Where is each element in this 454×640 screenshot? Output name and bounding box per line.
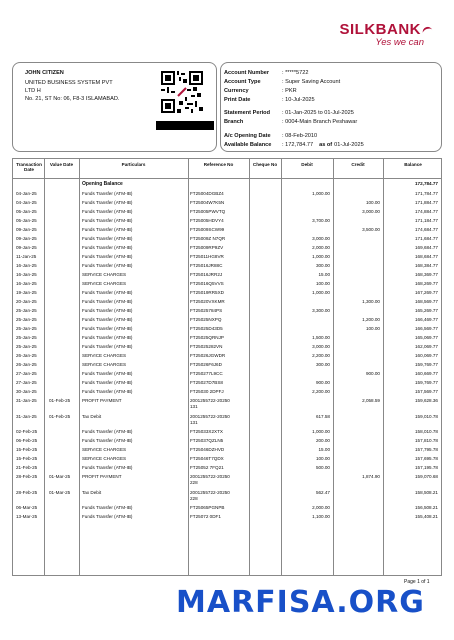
- debit-cell: 2,000.00: [312, 505, 330, 510]
- debit-cell: 3,700.00: [312, 218, 330, 223]
- transaction-date-cell: 02-Feb-25: [16, 429, 38, 434]
- balance-cell: 157,795.78: [415, 447, 438, 452]
- particulars-cell: PROFIT PAYMENT: [82, 474, 122, 479]
- particulars-cell: Funds Transfer (ATM-IB): [82, 326, 133, 331]
- reference-cell: FT25027D7BS8: [190, 380, 223, 385]
- logo-swoosh-icon: [421, 26, 432, 35]
- reference-cell-continued: 131: [190, 404, 198, 409]
- transaction-date-cell: 26-Jan-25: [16, 353, 37, 358]
- table-row: [13, 190, 441, 199]
- balance-cell: 168,569.77: [415, 299, 438, 304]
- balance-cell: 159,628.36: [415, 398, 438, 403]
- debit-cell: 100.00: [315, 281, 330, 286]
- transaction-date-cell: 05-Jan-25: [16, 209, 37, 214]
- transaction-date-cell: 20-Jan-25: [16, 299, 37, 304]
- credit-cell: 1,200.00: [362, 317, 380, 322]
- particulars-cell: Funds Transfer (ATM-IB): [82, 191, 133, 196]
- table-row: [13, 437, 441, 446]
- transaction-date-cell: 09-Jan-25: [16, 245, 37, 250]
- customer-address-line: LTD H: [25, 88, 41, 94]
- reference-cell: FT25046T7QDX: [190, 456, 224, 461]
- reference-cell: FT25030 2DPFJ: [190, 389, 224, 394]
- balance-cell: 169,684.77: [415, 245, 438, 250]
- particulars-cell: Funds Transfer (ATM-IB): [82, 263, 133, 268]
- branch-row: Branch : 0004-Main Branch Peshawar: [224, 119, 358, 125]
- balance-cell: 159,010.78: [415, 413, 438, 419]
- table-row: [13, 370, 441, 379]
- balance-cell: 174,884.77: [415, 209, 438, 214]
- table-row: [13, 413, 441, 428]
- header-transaction-date: Transaction Date: [16, 162, 42, 173]
- table-row: [13, 262, 441, 271]
- transaction-date-cell: 27-Jan-25: [16, 380, 37, 385]
- debit-cell: 1,000.00: [312, 254, 330, 259]
- reference-cell: 2001255722-20250: [190, 489, 230, 495]
- header-debit: Debit: [301, 162, 313, 167]
- debit-cell: 1,100.00: [312, 514, 330, 519]
- table-row: [13, 455, 441, 464]
- debit-cell: 1,500.00: [312, 335, 330, 340]
- value-date-cell: 01-Feb-25: [49, 398, 71, 403]
- value-date-cell: 01-Mar-25: [49, 474, 71, 479]
- reference-cell: FT25072 0DF1: [190, 514, 221, 519]
- debit-cell: 1,000.00: [312, 191, 330, 196]
- table-row: [13, 316, 441, 325]
- particulars-cell: Funds Transfer (ATM-IB): [82, 299, 133, 304]
- transaction-date-cell: 16-Jan-25: [16, 281, 37, 286]
- debit-cell: 2,000.00: [312, 245, 330, 250]
- debit-cell: 562.47: [315, 489, 330, 495]
- reference-cell: FT25009Z N7QR: [190, 236, 226, 241]
- transaction-date-cell: 16-Jan-25: [16, 263, 37, 268]
- transaction-date-cell: 15-Feb-25: [16, 456, 38, 461]
- header-particulars: Particulars: [121, 162, 146, 167]
- transaction-date-cell: 30-Jan-25: [16, 389, 37, 394]
- reference-cell: FT25016JRR2J: [190, 272, 223, 277]
- particulars-cell: Funds Transfer (ATM-IB): [82, 317, 133, 322]
- reference-cell: FT25025784PS: [190, 308, 223, 313]
- reference-cell: FT25025D43D5: [190, 326, 223, 331]
- particulars-cell: SERVICE CHARGES: [82, 456, 127, 461]
- customer-info-box: [12, 62, 217, 152]
- balance-cell: 167,269.77: [415, 290, 438, 295]
- balance-cell: 165,269.77: [415, 308, 438, 313]
- reference-cell: FT25025NXPQ: [190, 317, 222, 322]
- print-date-row: Print Date : 10-Jul-2025: [224, 97, 315, 103]
- table-row: [13, 513, 441, 522]
- balance-cell: 157,810.78: [415, 438, 438, 443]
- opening-balance-value: 172,784.77: [415, 181, 438, 186]
- particulars-cell: SERVICE CHARGES: [82, 447, 127, 452]
- transaction-date-cell: 05-Jan-25: [16, 218, 37, 223]
- transaction-date-cell: 04-Jan-25: [16, 200, 37, 205]
- watermark: MARFISA.ORG: [176, 585, 425, 620]
- balance-cell: 168,269.77: [415, 281, 438, 286]
- bank-logo: [302, 22, 432, 48]
- credit-cell: 3,000.00: [362, 209, 380, 214]
- table-row: [13, 199, 441, 208]
- debit-cell: 617.58: [315, 413, 330, 419]
- particulars-cell: Funds Transfer (ATM-IB): [82, 344, 133, 349]
- debit-cell: 15.00: [318, 447, 330, 452]
- debit-cell: 1,000.00: [312, 290, 330, 295]
- available-balance-row: Available Balance : 172,784.77 as of 01-Jul-2025: [224, 142, 364, 148]
- table-row: [13, 343, 441, 352]
- balance-cell: 168,384.77: [415, 263, 438, 268]
- debit-cell: 15.00: [318, 272, 330, 277]
- transaction-date-cell: 25-Jan-25: [16, 308, 37, 313]
- statement-table: [12, 158, 442, 576]
- balance-cell: 156,508.21: [415, 505, 438, 510]
- table-row: [13, 334, 441, 343]
- balance-cell: 157,569.77: [415, 389, 438, 394]
- debit-cell: 300.00: [315, 362, 330, 367]
- transaction-date-cell: 13-Mar-25: [16, 514, 38, 519]
- particulars-cell: SERVICE CHARGES: [82, 353, 127, 358]
- reference-cell: FT25025282VN: [190, 344, 223, 349]
- particulars-cell: Funds Transfer (ATM-IB): [82, 429, 133, 434]
- page-number: Page 1 of 1: [404, 579, 430, 585]
- transaction-date-cell: 15-Feb-25: [16, 447, 38, 452]
- transaction-date-cell: 25-Jan-25: [16, 326, 37, 331]
- particulars-cell: Funds Transfer (ATM-IB): [82, 245, 133, 250]
- debit-cell: 3,000.00: [312, 344, 330, 349]
- reference-cell: FT25009RP9ZV: [190, 245, 224, 250]
- table-row: [13, 325, 441, 334]
- transaction-date-cell: 19-Jan-25: [16, 290, 37, 295]
- table-row: [13, 271, 441, 280]
- particulars-cell: PROFIT PAYMENT: [82, 398, 122, 403]
- particulars-cell: Funds Transfer (ATM-IB): [82, 438, 133, 443]
- balance-cell: 159,769.77: [415, 380, 438, 385]
- balance-cell: 168,684.77: [415, 254, 438, 259]
- reference-cell: FT25052 7FQ21: [190, 465, 224, 470]
- particulars-cell: Funds Transfer (ATM-IB): [82, 308, 133, 313]
- credit-cell: 100.00: [365, 326, 380, 331]
- qr-code-icon: [161, 71, 203, 113]
- customer-address-line: UNITED BUSINESS SYSTEM PVT: [25, 80, 113, 86]
- balance-cell: 174,684.77: [415, 227, 438, 232]
- transaction-date-cell: 11-Jan-25: [16, 254, 37, 259]
- table-row: [13, 446, 441, 455]
- debit-cell: 2,200.00: [312, 353, 330, 358]
- opening-date-row: A/c Opening Date : 08-Feb-2010: [224, 133, 318, 139]
- reference-cell: 2001255722-20250: [190, 398, 230, 403]
- particulars-cell: Funds Transfer (ATM-IB): [82, 290, 133, 295]
- balance-cell: 165,069.77: [415, 335, 438, 340]
- transaction-date-cell: 09-Jan-25: [16, 227, 37, 232]
- table-row: [13, 217, 441, 226]
- header-cheque-no: Cheque No: [252, 162, 278, 167]
- account-number-row: Account Number : *****5722: [224, 70, 309, 76]
- debit-cell: 1,000.00: [312, 429, 330, 434]
- header-credit: Credit: [351, 162, 365, 167]
- particulars-cell: Funds Transfer (ATM-IB): [82, 505, 133, 510]
- debit-cell: 3,300.00: [312, 308, 330, 313]
- transaction-date-cell: 28-Feb-25: [16, 489, 38, 495]
- opening-balance-label: Opening Balance: [82, 181, 123, 187]
- transaction-date-cell: 31-Jan-25: [16, 413, 37, 419]
- reference-cell: FT25046DZHVD: [190, 447, 225, 452]
- reference-cell: FT25025QRNJP: [190, 335, 224, 340]
- table-row: [13, 397, 441, 412]
- table-row: [13, 244, 441, 253]
- transaction-date-cell: 31-Jan-25: [16, 398, 37, 403]
- particulars-cell: Funds Transfer (ATM-IB): [82, 335, 133, 340]
- balance-cell: 168,369.77: [415, 272, 438, 277]
- value-date-cell: 01-Feb-25: [49, 413, 71, 419]
- balance-cell: 160,069.77: [415, 353, 438, 358]
- balance-cell: 155,408.21: [415, 514, 438, 519]
- transaction-date-cell: 21-Feb-25: [16, 465, 38, 470]
- table-row: [13, 298, 441, 307]
- table-row: [13, 253, 441, 262]
- table-row: [13, 307, 441, 316]
- header-value-date: Value Date: [49, 162, 74, 167]
- credit-cell: 100.00: [365, 200, 380, 205]
- balance-cell: 160,669.77: [415, 371, 438, 376]
- reference-cell: FT25026F6J6D: [190, 362, 222, 367]
- particulars-cell: SERVICE CHARGES: [82, 281, 127, 286]
- table-row: [13, 352, 441, 361]
- transaction-date-cell: 25-Jan-25: [16, 335, 37, 340]
- particulars-cell: Funds Transfer (ATM-IB): [82, 227, 133, 232]
- reference-cell-continued: 131: [190, 419, 198, 425]
- particulars-cell: Funds Transfer (ATM-IB): [82, 514, 133, 519]
- reference-cell: FT25016Q5VVS: [190, 281, 224, 286]
- opening-balance-row: [13, 180, 441, 189]
- reference-cell: 2001255722-20250: [190, 413, 230, 419]
- balance-cell: 158,010.78: [415, 429, 438, 434]
- particulars-cell: Funds Transfer (ATM-IB): [82, 200, 133, 205]
- debit-cell: 300.00: [315, 263, 330, 268]
- table-row: [13, 379, 441, 388]
- transaction-date-cell: 25-Jan-25: [16, 344, 37, 349]
- table-row: [13, 428, 441, 437]
- reference-cell: FT25005PWVTQ: [190, 209, 226, 214]
- debit-cell: 3,000.00: [312, 236, 330, 241]
- account-info-box: [220, 62, 442, 152]
- reference-cell: FT25004DGBZ4: [190, 191, 224, 196]
- reference-cell: FT25033X2XTX: [190, 429, 223, 434]
- transaction-date-cell: 28-Feb-25: [16, 474, 38, 479]
- table-row: [13, 208, 441, 217]
- credit-cell: 900.00: [365, 371, 380, 376]
- particulars-cell: Funds Transfer (ATM-IB): [82, 380, 133, 385]
- reference-cell: FT25011HG8VR: [190, 254, 224, 259]
- value-date-cell: 01-Mar-25: [49, 489, 71, 495]
- table-row: [13, 235, 441, 244]
- reference-cell: FT25016JR88C: [190, 263, 223, 268]
- redaction-bar: [156, 121, 214, 130]
- debit-cell: 2,200.00: [312, 389, 330, 394]
- particulars-cell: SERVICE CHARGES: [82, 272, 127, 277]
- reference-cell: 2001255722-20250: [190, 474, 230, 479]
- transaction-date-cell: 26-Jan-25: [16, 362, 37, 367]
- credit-cell: 1,874.90: [362, 474, 380, 479]
- account-type-row: Account Type : Super Saving Account: [224, 79, 341, 85]
- particulars-cell: Funds Transfer (ATM-IB): [82, 218, 133, 223]
- reference-cell: FT25004W7K5N: [190, 200, 225, 205]
- balance-cell: 171,884.77: [415, 200, 438, 205]
- balance-cell: 159,070.68: [415, 474, 438, 479]
- transaction-date-cell: 06-Mar-25: [16, 505, 38, 510]
- table-row: [13, 280, 441, 289]
- table-row: [13, 489, 441, 504]
- reference-cell-continued: 228: [190, 495, 198, 501]
- debit-cell: 200.00: [315, 438, 330, 443]
- transaction-date-cell: 04-Jan-25: [16, 191, 37, 196]
- particulars-cell: Tax Debit: [82, 413, 102, 419]
- debit-cell: 500.00: [315, 465, 330, 470]
- header-divider: [13, 178, 441, 179]
- reference-cell-continued: 228: [190, 480, 198, 485]
- reference-cell: FT25005HDVY4: [190, 218, 224, 223]
- particulars-cell: Funds Transfer (ATM-IB): [82, 371, 133, 376]
- reference-cell: FT25037QZLN5: [190, 438, 224, 443]
- credit-cell: 3,500.00: [362, 227, 380, 232]
- customer-address-line: No. 21, ST No: 06, F8-3 ISLAMABAD.: [25, 96, 120, 102]
- credit-cell: 1,300.00: [362, 299, 380, 304]
- header-reference-no: Reference No: [203, 162, 234, 167]
- reference-cell: FT25065PGNPB: [190, 505, 225, 510]
- particulars-cell: Funds Transfer (ATM-IB): [82, 465, 133, 470]
- balance-cell: 157,195.78: [415, 465, 438, 470]
- table-row: [13, 361, 441, 370]
- customer-name: JOHN CITIZEN: [25, 70, 64, 76]
- transaction-date-cell: 06-Feb-25: [16, 438, 38, 443]
- transaction-date-cell: 09-Jan-25: [16, 236, 37, 241]
- particulars-cell: Funds Transfer (ATM-IB): [82, 209, 133, 214]
- balance-cell: 171,684.77: [415, 236, 438, 241]
- debit-cell: 900.00: [315, 380, 330, 385]
- transaction-date-cell: 16-Jan-25: [16, 272, 37, 277]
- particulars-cell: Funds Transfer (ATM-IB): [82, 389, 133, 394]
- balance-cell: 171,184.77: [415, 218, 438, 223]
- reference-cell: FT25019RR5XD: [190, 290, 224, 295]
- balance-cell: 166,469.77: [415, 317, 438, 322]
- balance-cell: 159,769.77: [415, 362, 438, 367]
- balance-cell: 166,569.77: [415, 326, 438, 331]
- transaction-date-cell: 25-Jan-25: [16, 317, 37, 322]
- reference-cell: FT25026JGWDR: [190, 353, 226, 358]
- particulars-cell: Tax Debit: [82, 489, 102, 495]
- bank-name: SILKBANK: [302, 22, 432, 37]
- table-row: [13, 289, 441, 298]
- reference-cell: FT25020VXKMR: [190, 299, 225, 304]
- particulars-cell: SERVICE CHARGES: [82, 362, 127, 367]
- table-row: [13, 226, 441, 235]
- particulars-cell: Funds Transfer (ATM-IB): [82, 236, 133, 241]
- reference-cell: FT250277L9CC: [190, 371, 223, 376]
- statement-period-row: Statement Period : 01-Jan-2025 to 01-Jul-2025: [224, 110, 354, 116]
- balance-cell: 162,069.77: [415, 344, 438, 349]
- table-row: [13, 388, 441, 397]
- qr-logo-icon: [177, 87, 187, 97]
- debit-cell: 100.00: [315, 456, 330, 461]
- particulars-cell: Funds Transfer (ATM-IB): [82, 254, 133, 259]
- table-row: [13, 473, 441, 488]
- balance-cell: 157,695.78: [415, 456, 438, 461]
- credit-cell: 2,058.59: [362, 398, 380, 403]
- table-row: [13, 504, 441, 513]
- header-balance: Balance: [404, 162, 422, 167]
- transaction-date-cell: 27-Jan-25: [16, 371, 37, 376]
- balance-cell: 158,508.21: [415, 489, 438, 495]
- bank-tagline: Yes we can: [375, 37, 424, 48]
- reference-cell: FT25009SCW99: [190, 227, 225, 232]
- currency-row: Currency : PKR: [224, 88, 297, 94]
- table-row: [13, 464, 441, 473]
- balance-cell: 171,784.77: [415, 191, 438, 196]
